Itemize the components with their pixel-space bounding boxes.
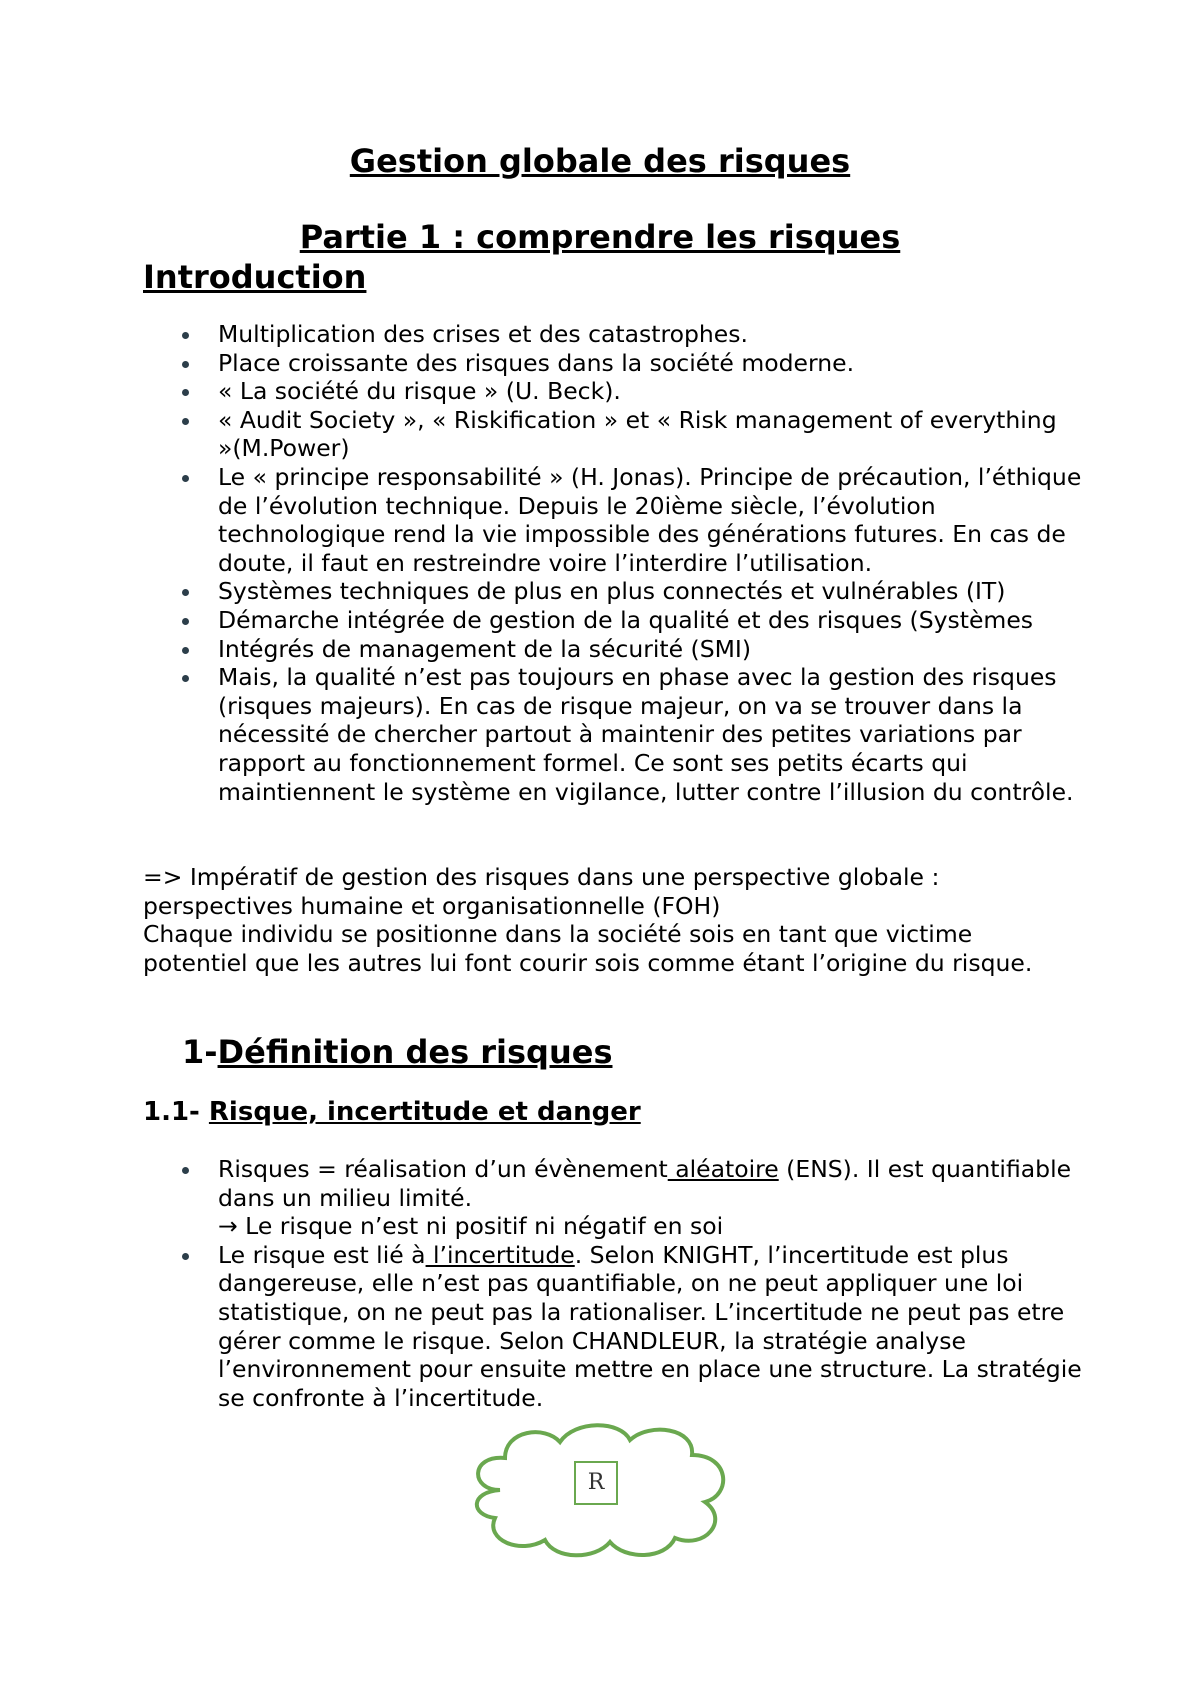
- bullet-icon: [182, 361, 189, 368]
- list-item: Le risque est lié à l’incertitude. Selon KNIGHT, l’incertitude est plus dangereuse, elle n’est pas quantifiable, on ne peut appliquer une loi statistique, on ne peut pas la rationaliser. L’incertitude ne peut pas etre gérer comme le risque. Selon CHANDLEUR, la stratégie analyse l’environnement pour ensuite mettre en place une structure. La stratégie se confronte à l’incertitude.: [0, 1241, 1088, 1413]
- bullet-icon: [182, 675, 189, 682]
- bullet-icon: [182, 332, 189, 339]
- bullet-icon: [182, 389, 189, 396]
- list-item: Systèmes techniques de plus en plus connectés et vulnérables (IT): [0, 577, 1088, 606]
- list-item: « Audit Society », « Riskification » et « Risk management of everything »(M.Power): [0, 406, 1088, 463]
- bullet-icon: [182, 589, 189, 596]
- list-item: Démarche intégrée de gestion de la qualité et des risques (Systèmes: [0, 606, 1088, 635]
- arrow-note: → Le risque n’est ni positif ni négatif en soi: [218, 1212, 724, 1241]
- intro-heading: Introduction: [143, 258, 367, 296]
- bullet-icon: [182, 475, 189, 482]
- bullet-icon: [182, 647, 189, 654]
- list-item: Mais, la qualité n’est pas toujours en phase avec la gestion des risques (risques majeurs). En cas de risque majeur, on va se trouver dans la nécessité de chercher partout à maintenir des petites variations par rapport au fonctionnement formel. Ce sont ses petits écarts qui maintiennent le système en vigilance, lutter contre l’illusion du contrôle.: [0, 663, 1088, 806]
- conclusion-paragraph: => Impératif de gestion des risques dans une perspective globale : perspectives humaine et organisationnelle (FOH): [143, 863, 940, 920]
- section-heading: 1-Définition des risques: [182, 1033, 613, 1071]
- risk-box: R: [574, 1461, 618, 1505]
- list-item: Multiplication des crises et des catastrophes.: [0, 320, 1088, 349]
- document-title: Gestion globale des risques: [349, 142, 851, 180]
- list-item: Intégrés de management de la sécurité (SMI): [0, 635, 1088, 664]
- list-item: Risques = réalisation d’un évènement aléatoire (ENS). Il est quantifiable dans un milieu limité. → Le risque n’est ni positif ni négatif en soi: [0, 1155, 1088, 1241]
- subsection-heading: 1.1- Risque, incertitude et danger: [143, 1097, 641, 1127]
- part-heading: Partie 1 : comprendre les risques: [299, 218, 901, 256]
- list-item: Place croissante des risques dans la société moderne.: [0, 349, 1088, 378]
- list-item: « La société du risque » (U. Beck).: [0, 377, 1088, 406]
- body-paragraph: Chaque individu se positionne dans la société sois en tant que victime potentiel que les autres lui font courir sois comme étant l’origine du risque.: [143, 920, 1033, 977]
- bullet-icon: [182, 418, 189, 425]
- bullet-icon: [182, 618, 189, 625]
- bullet-icon: [182, 1253, 189, 1260]
- bullet-icon: [182, 1167, 189, 1174]
- definition-bullet-list: [0, 1155, 1200, 1412]
- intro-bullet-list: [0, 320, 1200, 806]
- list-item: Le « principe responsabilité » (H. Jonas). Principe de précaution, l’éthique de l’évolution technique. Depuis le 20ième siècle, l’évolution technologique rend la vie impossible des générations futures. En cas de doute, il faut en restreindre voire l’interdire l’utilisation.: [0, 463, 1088, 577]
